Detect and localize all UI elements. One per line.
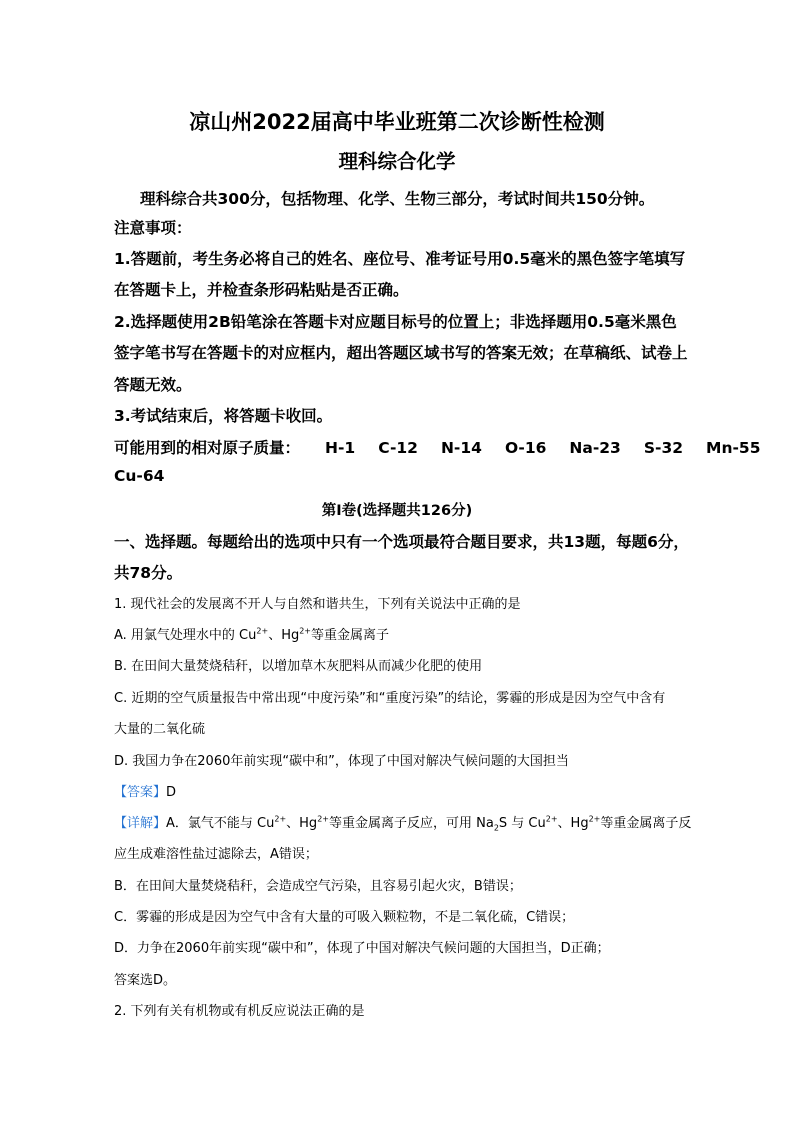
exam-intro: 理科综合共300分，包括物理、化学、生物三部分，考试时间共150分钟。: [140, 190, 655, 208]
note-2-line-1: 2.选择题使用2B铅笔涂在答题卡对应题目标号的位置上；非选择题用0.5毫米黑色: [114, 313, 677, 331]
q1-detail-line-1: 【详解】A．氯气不能与 $Cu^{2+}$、$Hg^{2+}$等重金属离子反应，可用 $Na_2S$ 与 $Cu^{2+}$、$Hg^{2+}$等重金属离子反: [114, 814, 692, 833]
note-2-line-2: 签字笔书写在答题卡的对应框内，超出答题区域书写的答案无效；在草稿纸、试卷上: [114, 344, 688, 362]
q1-option-b: B. 在田间大量焚烧秸秆，以增加草木灰肥料从而减少化肥的使用: [114, 659, 483, 674]
notes-heading: 注意事项：: [114, 219, 192, 237]
atomic-mass-item: Mn-55: [706, 439, 761, 457]
note-2-line-3: 答题无效。: [114, 376, 192, 394]
part1-instructions-line-2: 共78分。: [114, 564, 183, 582]
note-1-line-1: 1.答题前，考生务必将自己的姓名、座位号、准考证号用0.5毫米的黑色签字笔填写: [114, 250, 686, 268]
section-title: 第Ⅰ卷(选择题共126分): [321, 503, 473, 519]
q1-detail-c: C．雾霾的形成是因为空气中含有大量的可吸入颗粒物，不是二氧化硫，C错误；: [114, 910, 575, 925]
q1-detail-line-2: 应生成难溶性盐过滤除去，A错误；: [114, 847, 318, 862]
note-1-line-2: 在答题卡上，并检查条形码粘贴是否正确。: [114, 281, 409, 299]
atomic-mass-item: N-14: [440, 439, 482, 457]
atomic-mass-item: Na-23: [569, 439, 621, 457]
page-subtitle: 理科综合化学: [338, 150, 456, 173]
atomic-mass-item: H-1: [325, 439, 356, 457]
q1-answer: [114, 781, 176, 800]
q1-conclusion: 答案选D。: [114, 973, 177, 988]
part1-instructions-line-1: 一、选择题。每题给出的选项中只有一个选项最符合题目要求，共13题，每题6分，: [114, 533, 689, 551]
q1-option-c-line-1: C. 近期的空气质量报告中常出现“中度污染”和“重度污染”的结论，雾霾的形成是因为空气中含有: [114, 691, 666, 706]
answer-tag: 【答案】: [114, 785, 167, 800]
q1-detail-b: B．在田间大量焚烧秸秆，会造成空气污染，且容易引起火灾，B错误；: [114, 879, 522, 894]
atomic-mass-item: O-16: [504, 439, 547, 457]
q1-detail-d: D．力争在2060年前实现“碳中和”，体现了中国对解决气候问题的大国担当，D正确；: [114, 941, 610, 956]
q2-stem: 2. 下列有关有机物或有机反应说法正确的是: [114, 1004, 365, 1019]
atomic-mass-item: C-12: [378, 439, 418, 457]
q1-option-d: D. 我国力争在2060年前实现“碳中和”，体现了中国对解决气候问题的大国担当: [114, 754, 569, 769]
q1-option-c-line-2: 大量的二氧化硫: [114, 722, 206, 737]
note-3: 3.考试结束后，将答题卡收回。: [114, 407, 333, 425]
q1-option-a: A. 用氯气处理水中的 $Cu^{2+}$、$Hg^{2+}$等重金属离子: [114, 626, 390, 643]
atomic-mass-item: S-32: [643, 439, 684, 457]
atomic-masses-label: 可能用到的相对原子质量：: [114, 439, 301, 457]
page-title: 凉山州2022届高中毕业班第二次诊断性检测: [189, 110, 605, 134]
detail-tag: 【详解】: [114, 816, 167, 831]
q1-stem: 1. 现代社会的发展离不开人与自然和谐共生，下列有关说法中正确的是: [114, 597, 521, 612]
answer-value: D: [166, 785, 177, 800]
atomic-mass-item-cu: Cu-64: [114, 467, 165, 485]
atomic-masses: [114, 436, 783, 458]
